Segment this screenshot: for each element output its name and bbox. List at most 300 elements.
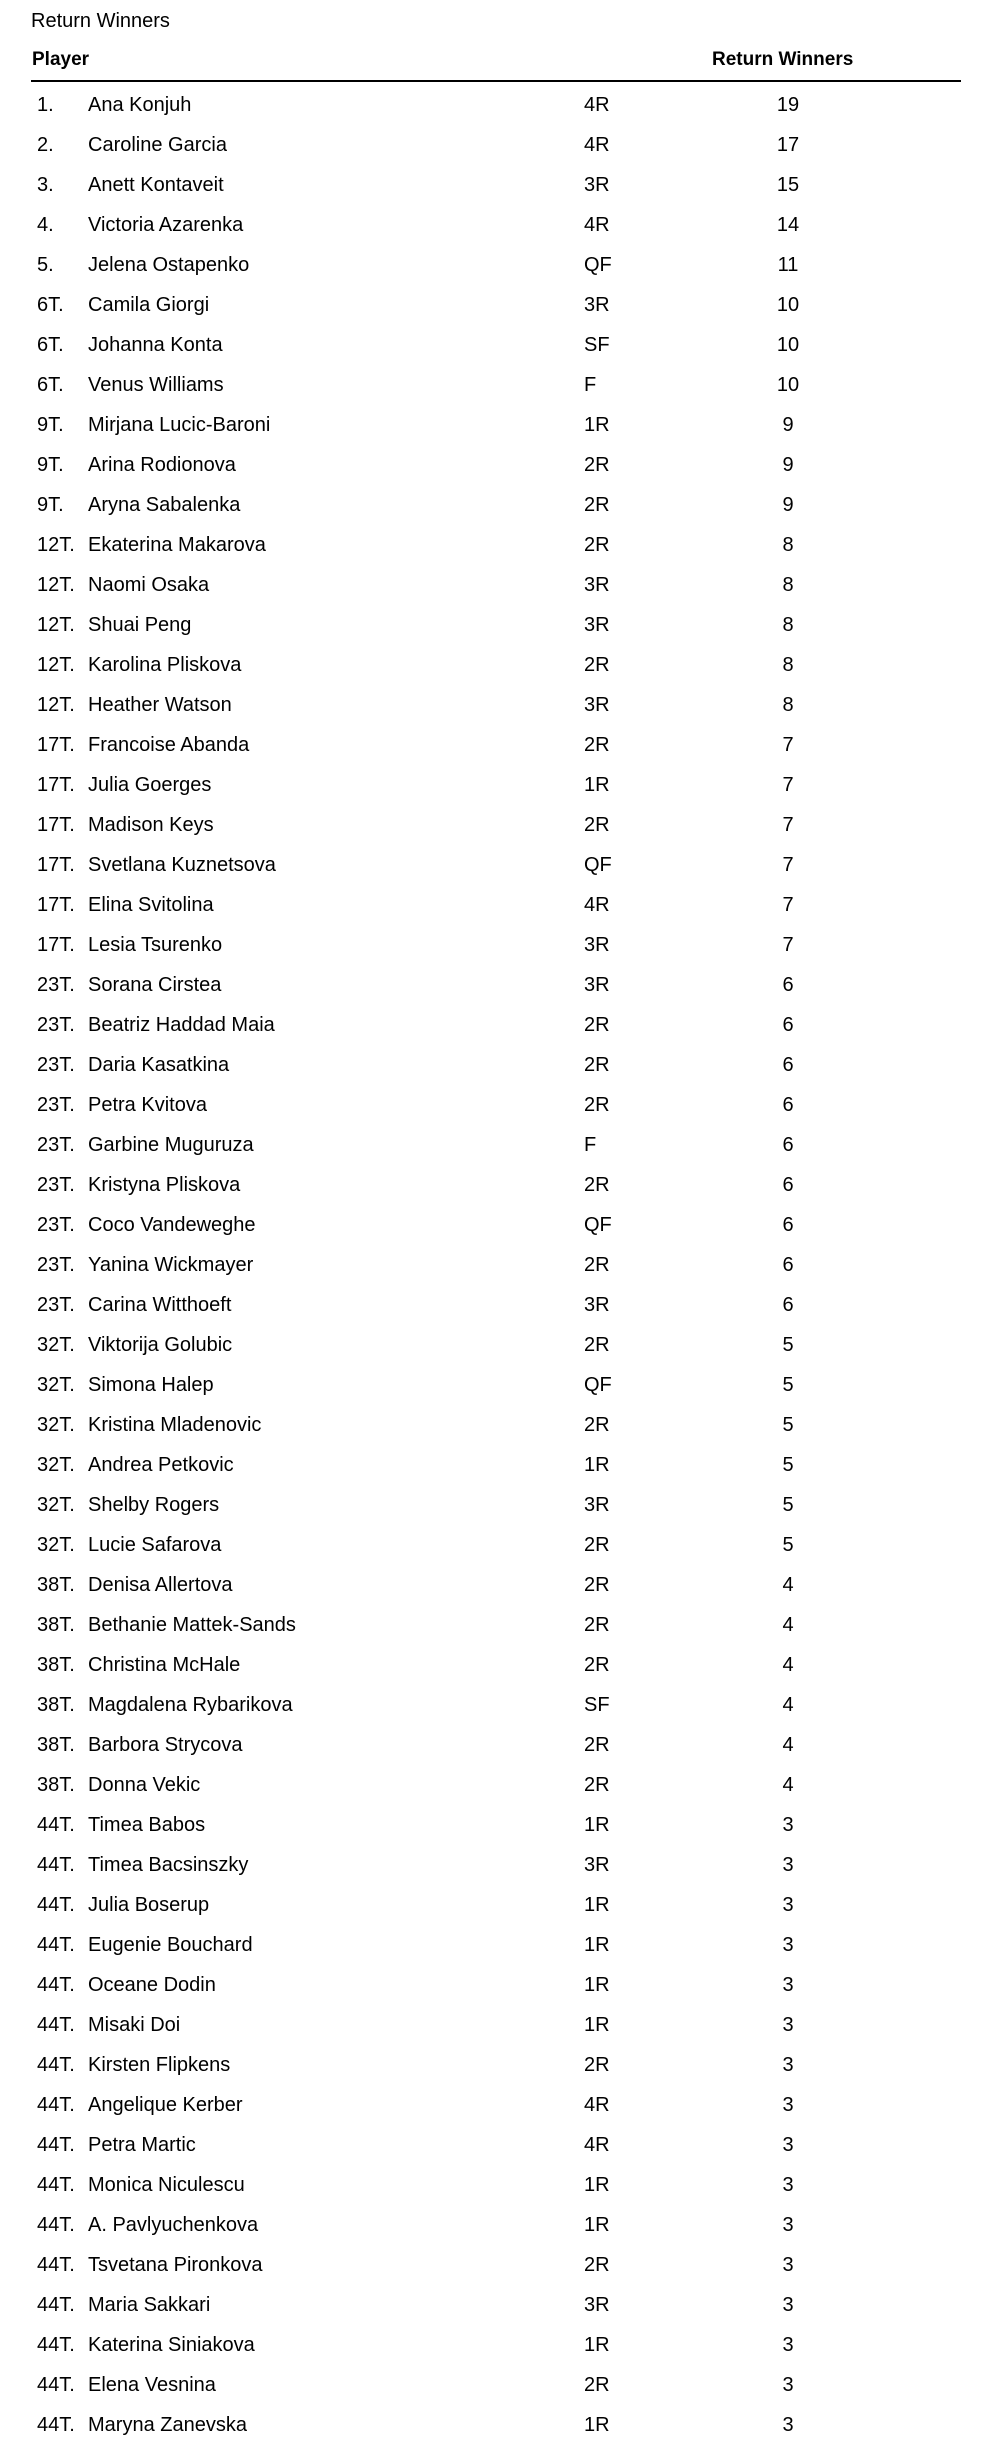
return-winners-cell: 3 <box>782 2374 794 2396</box>
rank-cell: 12T. <box>37 534 75 556</box>
return-winners-cell: 6 <box>782 974 794 996</box>
player-name-cell: Carina Witthoeft <box>88 1294 232 1316</box>
player-name-cell: Sorana Cirstea <box>88 974 222 996</box>
rank-cell: 44T. <box>37 1974 75 1996</box>
return-winners-cell: 3 <box>782 2174 794 2196</box>
table-row <box>0 1085 992 1125</box>
player-name-cell: Naomi Osaka <box>88 574 210 596</box>
return-winners-cell: 7 <box>782 854 794 876</box>
round-cell: 1R <box>584 1454 610 1476</box>
rank-cell: 23T. <box>37 1174 75 1196</box>
player-name-cell: Ekaterina Makarova <box>88 534 266 556</box>
player-name-cell: Christina McHale <box>88 1654 241 1676</box>
player-name-cell: Heather Watson <box>88 694 232 716</box>
player-name-cell: Denisa Allertova <box>88 1574 233 1596</box>
player-name-cell: Monica Niculescu <box>88 2174 245 2196</box>
round-cell: SF <box>584 334 610 356</box>
round-cell: 3R <box>584 1494 610 1516</box>
player-name-cell: Misaki Doi <box>88 2014 181 2036</box>
table-row <box>0 1885 992 1925</box>
return-winners-cell: 8 <box>782 614 794 636</box>
rank-cell: 44T. <box>37 2014 75 2036</box>
round-cell: 2R <box>584 534 610 556</box>
round-cell: 3R <box>584 974 610 996</box>
table-row <box>0 405 992 445</box>
round-cell: 1R <box>584 1934 610 1956</box>
table-row <box>0 2365 992 2405</box>
table-row <box>0 1405 992 1445</box>
return-winners-cell: 5 <box>782 1374 794 1396</box>
rank-cell: 23T. <box>37 1054 75 1076</box>
rank-cell: 44T. <box>37 1814 75 1836</box>
rank-cell: 32T. <box>37 1534 75 1556</box>
rank-cell: 17T. <box>37 814 75 836</box>
player-name-cell: Elina Svitolina <box>88 894 214 916</box>
return-winners-cell: 6 <box>782 1134 794 1156</box>
rank-cell: 44T. <box>37 1854 75 1876</box>
player-name-cell: Eugenie Bouchard <box>88 1934 253 1956</box>
rank-cell: 23T. <box>37 1134 75 1156</box>
return-winners-cell: 3 <box>782 1934 794 1956</box>
header-divider <box>31 80 961 82</box>
table-row <box>0 2325 992 2365</box>
rank-cell: 38T. <box>37 1614 75 1636</box>
rank-cell: 44T. <box>37 2414 75 2436</box>
player-name-cell: Lesia Tsurenko <box>88 934 223 956</box>
rank-cell: 32T. <box>37 1334 75 1356</box>
return-winners-cell: 9 <box>782 494 794 516</box>
player-name-cell: Victoria Azarenka <box>88 214 244 236</box>
table-row <box>0 1045 992 1085</box>
table-row <box>0 1525 992 1565</box>
return-winners-cell: 5 <box>782 1414 794 1436</box>
rank-cell: 44T. <box>37 2334 75 2356</box>
round-cell: 1R <box>584 2214 610 2236</box>
return-winners-cell: 14 <box>776 214 800 236</box>
player-name-cell: Shuai Peng <box>88 614 192 636</box>
round-cell: 2R <box>584 1094 610 1116</box>
table-row <box>0 525 992 565</box>
rank-cell: 44T. <box>37 2094 75 2116</box>
rank-cell: 38T. <box>37 1774 75 1796</box>
player-name-cell: Petra Kvitova <box>88 1094 207 1116</box>
return-winners-cell: 6 <box>782 1254 794 1276</box>
return-winners-cell: 3 <box>782 2094 794 2116</box>
column-header-player: Player <box>32 49 90 70</box>
round-cell: 4R <box>584 94 610 116</box>
table-row <box>0 485 992 525</box>
rank-cell: 32T. <box>37 1454 75 1476</box>
player-name-cell: Tsvetana Pironkova <box>88 2254 263 2276</box>
table-row <box>0 765 992 805</box>
player-name-cell: Kirsten Flipkens <box>88 2054 231 2076</box>
player-name-cell: Daria Kasatkina <box>88 1054 230 1076</box>
rank-cell: 6T. <box>37 374 64 396</box>
return-winners-cell: 6 <box>782 1214 794 1236</box>
return-winners-cell: 9 <box>782 414 794 436</box>
return-winners-cell: 3 <box>782 1814 794 1836</box>
return-winners-cell: 3 <box>782 1854 794 1876</box>
table-row <box>0 2085 992 2125</box>
player-name-cell: Kristyna Pliskova <box>88 1174 241 1196</box>
round-cell: 1R <box>584 2414 610 2436</box>
rank-cell: 32T. <box>37 1494 75 1516</box>
return-winners-cell: 4 <box>782 1654 794 1676</box>
round-cell: 2R <box>584 1614 610 1636</box>
rank-cell: 9T. <box>37 494 64 516</box>
return-winners-cell: 8 <box>782 534 794 556</box>
player-name-cell: Madison Keys <box>88 814 214 836</box>
table-row <box>0 565 992 605</box>
table-row <box>0 245 992 285</box>
player-name-cell: Maria Sakkari <box>88 2294 211 2316</box>
rank-cell: 4. <box>37 214 54 236</box>
round-cell: 2R <box>584 2374 610 2396</box>
return-winners-cell: 9 <box>782 454 794 476</box>
table-row <box>0 205 992 245</box>
rank-cell: 38T. <box>37 1734 75 1756</box>
player-name-cell: A. Pavlyuchenkova <box>88 2214 259 2236</box>
round-cell: 2R <box>584 1014 610 1036</box>
rank-cell: 44T. <box>37 2134 75 2156</box>
round-cell: 2R <box>584 494 610 516</box>
rank-cell: 12T. <box>37 614 75 636</box>
return-winners-cell: 6 <box>782 1294 794 1316</box>
player-name-cell: Magdalena Rybarikova <box>88 1694 293 1716</box>
table-row <box>0 325 992 365</box>
round-cell: QF <box>584 254 612 276</box>
table-row <box>0 1125 992 1165</box>
player-name-cell: Arina Rodionova <box>88 454 236 476</box>
table-row <box>0 365 992 405</box>
round-cell: 2R <box>584 1574 610 1596</box>
player-name-cell: Aryna Sabalenka <box>88 494 241 516</box>
table-row <box>0 1245 992 1285</box>
rank-cell: 6T. <box>37 334 64 356</box>
rank-cell: 23T. <box>37 1014 75 1036</box>
player-name-cell: Venus Williams <box>88 374 224 396</box>
return-winners-cell: 15 <box>776 174 800 196</box>
table-row <box>0 965 992 1005</box>
rank-cell: 23T. <box>37 974 75 996</box>
table-row <box>0 645 992 685</box>
round-cell: 2R <box>584 1774 610 1796</box>
table-row <box>0 285 992 325</box>
table-row <box>0 2005 992 2045</box>
player-name-cell: Coco Vandeweghe <box>88 1214 256 1236</box>
round-cell: 2R <box>584 454 610 476</box>
table-row <box>0 1765 992 1805</box>
rank-cell: 1. <box>37 94 54 116</box>
rank-cell: 23T. <box>37 1294 75 1316</box>
round-cell: 4R <box>584 2134 610 2156</box>
table-row <box>0 725 992 765</box>
player-name-cell: Timea Babos <box>88 1814 206 1836</box>
rank-cell: 44T. <box>37 2214 75 2236</box>
table-row <box>0 2045 992 2085</box>
return-winners-cell: 10 <box>776 374 800 396</box>
round-cell: 4R <box>584 214 610 236</box>
table-row <box>0 1565 992 1605</box>
table-row <box>0 845 992 885</box>
rank-cell: 2. <box>37 134 54 156</box>
return-winners-cell: 3 <box>782 1974 794 1996</box>
round-cell: 4R <box>584 134 610 156</box>
return-winners-cell: 4 <box>782 1734 794 1756</box>
table-row <box>0 1445 992 1485</box>
player-name-cell: Camila Giorgi <box>88 294 210 316</box>
return-winners-cell: 7 <box>782 774 794 796</box>
player-name-cell: Karolina Pliskova <box>88 654 242 676</box>
table-row <box>0 2245 992 2285</box>
rank-cell: 17T. <box>37 854 75 876</box>
page-title: Return Winners <box>31 10 170 32</box>
player-name-cell: Julia Boserup <box>88 1894 210 1916</box>
return-winners-cell: 6 <box>782 1174 794 1196</box>
return-winners-cell: 6 <box>782 1054 794 1076</box>
return-winners-cell: 11 <box>777 254 799 276</box>
rank-cell: 44T. <box>37 2374 75 2396</box>
rank-cell: 9T. <box>37 414 64 436</box>
round-cell: 4R <box>584 2094 610 2116</box>
rank-cell: 32T. <box>37 1414 75 1436</box>
round-cell: 1R <box>584 2174 610 2196</box>
return-winners-cell: 4 <box>782 1774 794 1796</box>
player-name-cell: Oceane Dodin <box>88 1974 216 1996</box>
return-winners-cell: 8 <box>782 694 794 716</box>
round-cell: 1R <box>584 2014 610 2036</box>
return-winners-cell: 5 <box>782 1454 794 1476</box>
table-row <box>0 1605 992 1645</box>
round-cell: QF <box>584 1374 612 1396</box>
table-row <box>0 1925 992 1965</box>
player-name-cell: Angelique Kerber <box>88 2094 243 2116</box>
table-row <box>0 445 992 485</box>
return-winners-cell: 4 <box>782 1614 794 1636</box>
rank-cell: 38T. <box>37 1654 75 1676</box>
return-winners-cell: 5 <box>782 1534 794 1556</box>
return-winners-cell: 7 <box>782 894 794 916</box>
return-winners-cell: 3 <box>782 2214 794 2236</box>
table-row <box>0 805 992 845</box>
return-winners-cell: 5 <box>782 1334 794 1356</box>
rank-cell: 9T. <box>37 454 64 476</box>
table-row <box>0 1005 992 1045</box>
return-winners-cell: 8 <box>782 574 794 596</box>
rank-cell: 44T. <box>37 2174 75 2196</box>
rank-cell: 23T. <box>37 1094 75 1116</box>
rank-cell: 32T. <box>37 1374 75 1396</box>
return-winners-cell: 19 <box>776 94 800 116</box>
round-cell: 1R <box>584 2334 610 2356</box>
round-cell: 3R <box>584 934 610 956</box>
return-winners-cell: 3 <box>782 2334 794 2356</box>
return-winners-cell: 10 <box>776 294 800 316</box>
rank-cell: 44T. <box>37 1934 75 1956</box>
round-cell: QF <box>584 1214 612 1236</box>
round-cell: 2R <box>584 734 610 756</box>
table-row <box>0 2125 992 2165</box>
rank-cell: 44T. <box>37 2254 75 2276</box>
table-row <box>0 85 992 125</box>
table-row <box>0 605 992 645</box>
round-cell: 3R <box>584 1294 610 1316</box>
round-cell: 1R <box>584 1814 610 1836</box>
player-name-cell: Kristina Mladenovic <box>88 1414 262 1436</box>
rank-cell: 23T. <box>37 1254 75 1276</box>
rank-cell: 44T. <box>37 1894 75 1916</box>
player-name-cell: Mirjana Lucic-Baroni <box>88 414 271 436</box>
player-name-cell: Svetlana Kuznetsova <box>88 854 276 876</box>
table-row <box>0 1205 992 1245</box>
round-cell: 2R <box>584 1414 610 1436</box>
round-cell: 2R <box>584 1654 610 1676</box>
rank-cell: 23T. <box>37 1214 75 1236</box>
rank-cell: 12T. <box>37 654 75 676</box>
table-row <box>0 2285 992 2325</box>
round-cell: 4R <box>584 894 610 916</box>
player-name-cell: Elena Vesnina <box>88 2374 216 2396</box>
round-cell: 2R <box>584 1734 610 1756</box>
column-header-return-winners: Return Winners <box>712 49 854 70</box>
return-winners-cell: 3 <box>782 2254 794 2276</box>
player-name-cell: Maryna Zanevska <box>88 2414 247 2436</box>
rank-cell: 5. <box>37 254 54 276</box>
table-row <box>0 125 992 165</box>
return-winners-cell: 10 <box>776 334 800 356</box>
player-name-cell: Francoise Abanda <box>88 734 250 756</box>
round-cell: 3R <box>584 574 610 596</box>
round-cell: 2R <box>584 1174 610 1196</box>
round-cell: 2R <box>584 1534 610 1556</box>
player-name-cell: Beatriz Haddad Maia <box>88 1014 275 1036</box>
return-winners-cell: 8 <box>782 654 794 676</box>
return-winners-cell: 6 <box>782 1094 794 1116</box>
round-cell: 2R <box>584 2054 610 2076</box>
round-cell: 1R <box>584 1974 610 1996</box>
return-winners-cell: 3 <box>782 1894 794 1916</box>
table-row <box>0 1485 992 1525</box>
player-name-cell: Ana Konjuh <box>88 94 192 116</box>
round-cell: 3R <box>584 614 610 636</box>
round-cell: 2R <box>584 1054 610 1076</box>
table-row <box>0 1365 992 1405</box>
table-row <box>0 2205 992 2245</box>
table-row <box>0 1685 992 1725</box>
rank-cell: 38T. <box>37 1694 75 1716</box>
table-row <box>0 1725 992 1765</box>
player-name-cell: Petra Martic <box>88 2134 196 2156</box>
round-cell: F <box>584 1134 597 1156</box>
player-name-cell: Viktorija Golubic <box>88 1334 233 1356</box>
player-name-cell: Timea Bacsinszky <box>88 1854 249 1876</box>
table-row <box>0 1165 992 1205</box>
return-winners-cell: 3 <box>782 2414 794 2436</box>
round-cell: 1R <box>584 414 610 436</box>
return-winners-cell: 4 <box>782 1574 794 1596</box>
rank-cell: 44T. <box>37 2054 75 2076</box>
round-cell: 2R <box>584 1254 610 1276</box>
round-cell: 2R <box>584 654 610 676</box>
player-name-cell: Anett Kontaveit <box>88 174 224 196</box>
table-row <box>0 685 992 725</box>
round-cell: 1R <box>584 1894 610 1916</box>
return-winners-cell: 5 <box>782 1494 794 1516</box>
player-name-cell: Donna Vekic <box>88 1774 201 1796</box>
table-row <box>0 885 992 925</box>
round-cell: F <box>584 374 597 396</box>
table-row <box>0 1325 992 1365</box>
table-row <box>0 925 992 965</box>
return-winners-table <box>0 85 992 2445</box>
round-cell: 3R <box>584 174 610 196</box>
table-row <box>0 1285 992 1325</box>
round-cell: 2R <box>584 814 610 836</box>
rank-cell: 6T. <box>37 294 64 316</box>
rank-cell: 17T. <box>37 934 75 956</box>
table-row <box>0 2405 992 2445</box>
return-winners-cell: 7 <box>782 934 794 956</box>
player-name-cell: Andrea Petkovic <box>88 1454 234 1476</box>
player-name-cell: Julia Goerges <box>88 774 212 796</box>
player-name-cell: Barbora Strycova <box>88 1734 243 1756</box>
round-cell: SF <box>584 1694 610 1716</box>
table-row <box>0 2165 992 2205</box>
round-cell: 3R <box>584 294 610 316</box>
rank-cell: 17T. <box>37 774 75 796</box>
return-winners-cell: 7 <box>782 734 794 756</box>
player-name-cell: Simona Halep <box>88 1374 214 1396</box>
rank-cell: 17T. <box>37 734 75 756</box>
round-cell: 2R <box>584 1334 610 1356</box>
round-cell: QF <box>584 854 612 876</box>
rank-cell: 3. <box>37 174 54 196</box>
player-name-cell: Lucie Safarova <box>88 1534 222 1556</box>
return-winners-cell: 17 <box>776 134 800 156</box>
table-row <box>0 1645 992 1685</box>
rank-cell: 17T. <box>37 894 75 916</box>
return-winners-cell: 4 <box>782 1694 794 1716</box>
player-name-cell: Caroline Garcia <box>88 134 227 156</box>
rank-cell: 38T. <box>37 1574 75 1596</box>
return-winners-cell: 3 <box>782 2014 794 2036</box>
player-name-cell: Shelby Rogers <box>88 1494 220 1516</box>
round-cell: 1R <box>584 774 610 796</box>
table-row <box>0 1965 992 2005</box>
table-row <box>0 1845 992 1885</box>
player-name-cell: Yanina Wickmayer <box>88 1254 254 1276</box>
player-name-cell: Katerina Siniakova <box>88 2334 255 2356</box>
rank-cell: 12T. <box>37 694 75 716</box>
player-name-cell: Johanna Konta <box>88 334 223 356</box>
return-winners-cell: 3 <box>782 2054 794 2076</box>
return-winners-cell: 6 <box>782 1014 794 1036</box>
return-winners-cell: 3 <box>782 2134 794 2156</box>
round-cell: 3R <box>584 1854 610 1876</box>
player-name-cell: Bethanie Mattek-Sands <box>88 1614 296 1636</box>
table-row <box>0 1805 992 1845</box>
player-name-cell: Garbine Muguruza <box>88 1134 254 1156</box>
player-name-cell: Jelena Ostapenko <box>88 254 250 276</box>
return-winners-cell: 3 <box>782 2294 794 2316</box>
round-cell: 3R <box>584 2294 610 2316</box>
return-winners-cell: 7 <box>782 814 794 836</box>
round-cell: 2R <box>584 2254 610 2276</box>
rank-cell: 44T. <box>37 2294 75 2316</box>
round-cell: 3R <box>584 694 610 716</box>
table-row <box>0 165 992 205</box>
rank-cell: 12T. <box>37 574 75 596</box>
